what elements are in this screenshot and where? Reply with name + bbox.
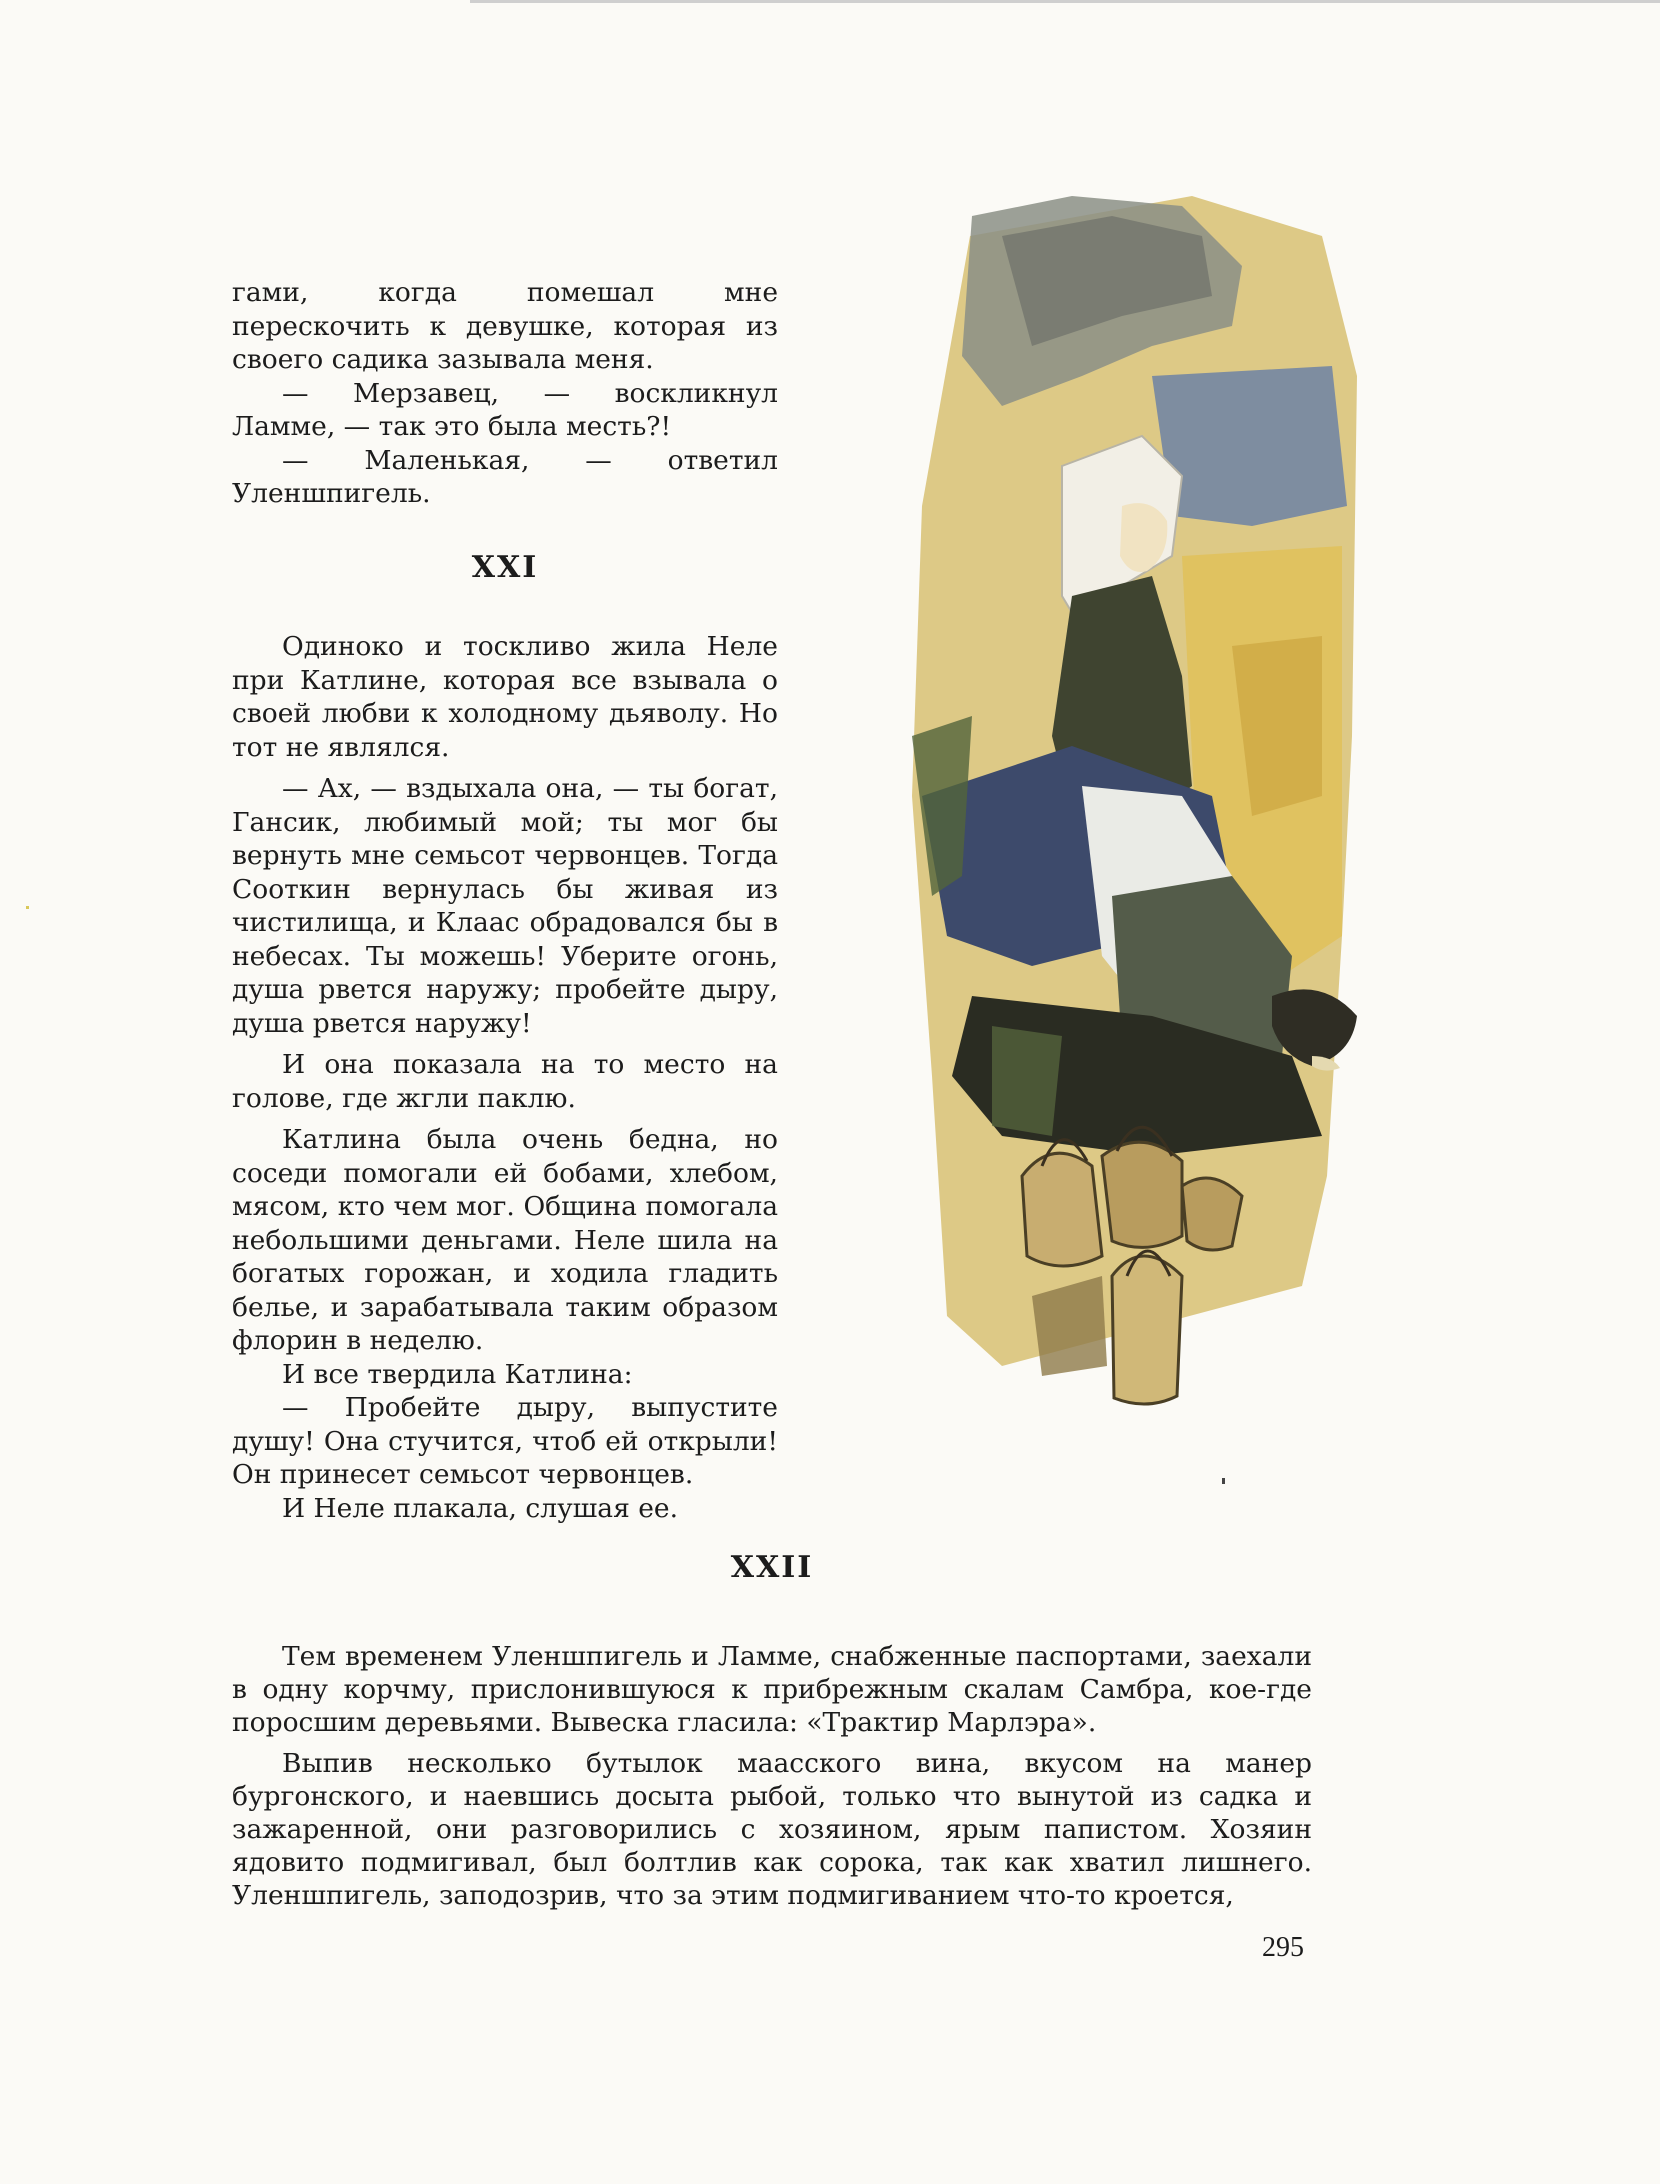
page-number: 295 [1262, 1932, 1304, 1963]
top-edge-rule [470, 0, 1660, 3]
paragraph: гами, когда помешал мне перескочить к девушке, которая из своего садика зазывала меня. [232, 277, 778, 375]
paragraph: И все твердила Катлина: [282, 1358, 633, 1390]
print-speck [1222, 1478, 1225, 1484]
left-text-column [232, 276, 778, 1525]
chapter-heading-21: XXI [471, 549, 539, 585]
paragraph: — Маленькая, — ответил Уленшпигель. [232, 444, 778, 509]
paragraph: И Неле плакала, слушая ее. [282, 1492, 679, 1524]
paragraph: Одиноко и тоскливо жила Неле при Катлине, которая все взывала о своей любви к холодному дьяволу. Но тот не являлся. [232, 631, 778, 763]
paragraph: — Мерзавец, — воскликнул Ламме, — так это была месть?! [232, 377, 778, 442]
paragraph: Тем временем Уленшпигель и Ламме, снабженные паспортами, заехали в одну корчму, прислонившуюся к прибрежным скалам Самбра, кое-где поросшим деревьями. Вывеска гласила: «Трактир Марлэра». [232, 1641, 1312, 1738]
paragraph: Выпив несколько бутылок маасского вина, вкусом на манер бургонского, и наевшись досыта рыбой, только что вынутой из садка и зажаренной, они разговорились с хозяином, ярым папистом. Хозяин ядовито подмигивал, был болтлив как сорока, так как хватил лишнего. Уленшпигель, заподозрив, что за этим подмигиванием что-то кроется, [232, 1748, 1312, 1911]
illustration-woman-with-baskets [852, 176, 1372, 1466]
paragraph: — Ах, — вздыхала она, — ты богат, Гансик, любимый мой; ты мог бы вернуть мне семьсот червонцев. Тогда Сооткин вернулась бы живая из чистилища, и Клаас обрадовался бы в небесах. Ты можешь! Уберите огонь, душа рвется наружу; пробейте дыру, душа рвется наружу! [232, 773, 778, 1039]
paragraph: — Пробейте дыру, выпустите душу! Она стучится, чтоб ей открыли! Он принесет семьсот червонцев. [232, 1392, 778, 1490]
print-speck [26, 906, 29, 909]
paragraph: И она показала на то место на голове, где жгли паклю. [232, 1049, 778, 1114]
bottom-text-block [232, 1640, 1312, 1912]
chapter-heading-22: XXII [730, 1550, 814, 1585]
paragraph: Катлина была очень бедна, но соседи помогали ей бобами, хлебом, мясом, кто чем мог. Община помогала небольшими деньгами. Неле шила на богатых горожан, и ходила гладить белье, и зарабатывала таким образом флорин в неделю. [232, 1124, 778, 1356]
